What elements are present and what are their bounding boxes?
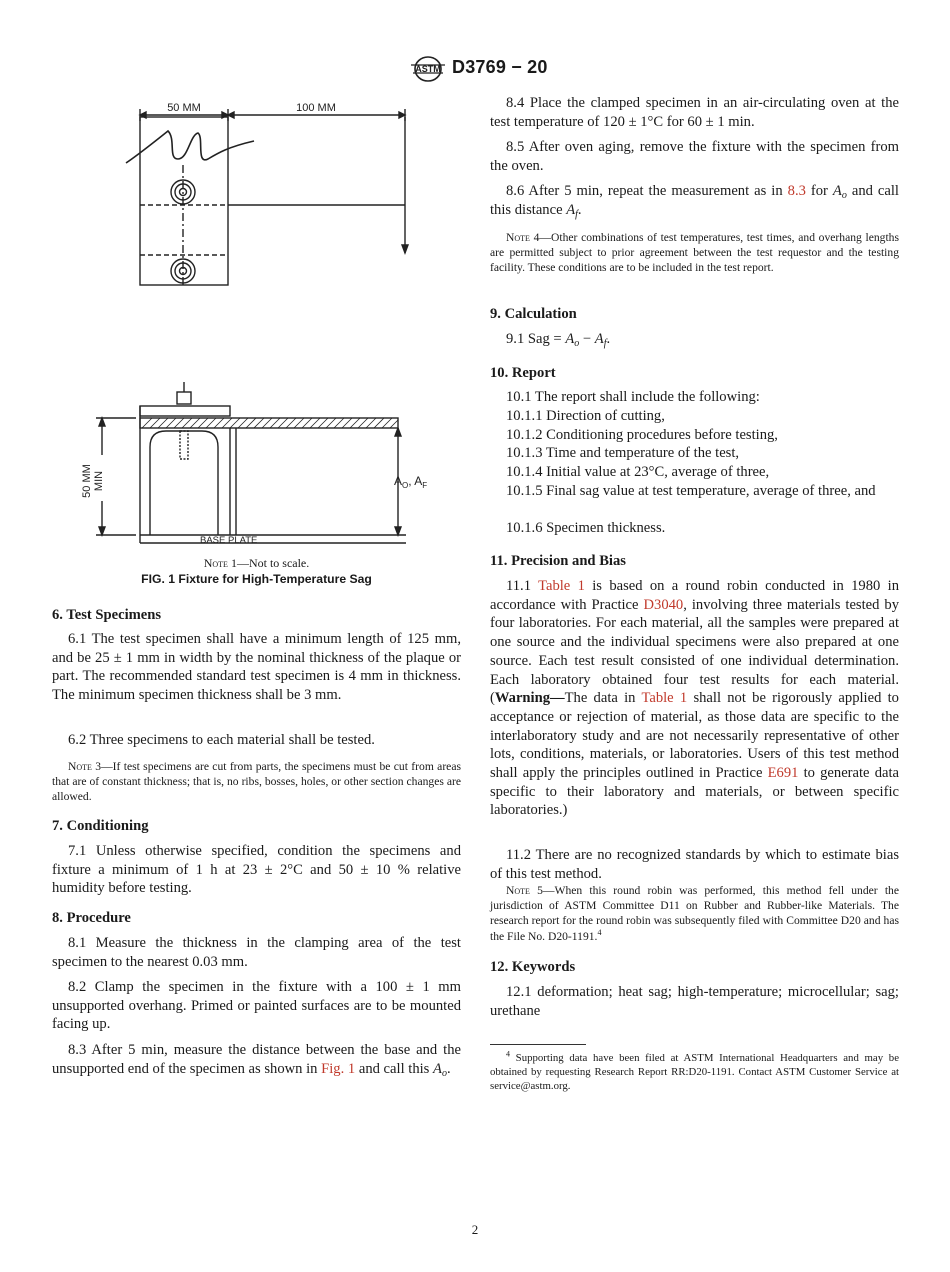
para-8-3: 8.3 After 5 min, measure the distance between the base and the unsupported end of the specimen as shown in Fig. 1 and call this $A_o$. (52, 1042, 461, 1079)
para-8-4: 8.4 Place the clamped specimen in an air-circulating oven at the test temperature of 120 ± 1°C for 60 ± 1 min. (490, 95, 899, 130)
dim-vertical-label-1: 50 MM (81, 464, 93, 498)
table-1-link[interactable]: Table 1 (538, 578, 585, 594)
fig-1-link[interactable]: Fig. 1 (321, 1060, 356, 1077)
para-12-1: 12.1 deformation; heat sag; high-temperature; microcellular; sag; urethane (490, 984, 899, 1019)
para-8-2: 8.2 Clamp the specimen in the fixture with a 100 ± 1 mm unsupported overhang. Primed or painted surfaces are to be mounted facing up. (52, 979, 461, 1033)
para-9-1: 9.1 Sag = $A_o - A_f$. (506, 331, 611, 349)
figure-caption: FIG. 1 Fixture for High-Temperature Sag (141, 572, 372, 586)
section-8-heading: 8. Procedure (52, 910, 131, 926)
ao-af-label: $A_O$, $A_F$ (394, 474, 428, 490)
e691-link[interactable]: E691 (767, 765, 799, 782)
astm-logo-icon (408, 56, 448, 82)
section-11-heading: 11. Precision and Bias (490, 553, 626, 569)
figure-note: Note 1—Not to scale. (203, 556, 310, 570)
section-8-3-link[interactable]: 8.3 (787, 183, 806, 199)
base-plate-label: BASE PLATE (200, 535, 258, 546)
para-10-1-6: 10.1.6 Specimen thickness. (506, 520, 666, 536)
dim-50mm-label: 50 MM (167, 102, 201, 114)
figure-1-drawing (78, 95, 438, 555)
para-8-5: 8.5 After oven aging, remove the fixture with the specimen from the oven. (490, 139, 899, 174)
page-header (0, 56, 950, 84)
para-6-2: 6.2 Three specimens to each material shall be tested. (68, 732, 375, 748)
note-4: Note 4—Other combinations of test temperatures, test times, and overhang lengths are permitted subject to prior agreement between the test requestor and the testing facility. These conditions are to be included in the test report. (490, 231, 899, 275)
section-7-heading: 7. Conditioning (52, 818, 149, 834)
section-9-heading: 9. Calculation (490, 306, 577, 322)
para-10-1-1: 10.1.1 Direction of cutting, (506, 408, 665, 424)
para-10-1-2: 10.1.2 Conditioning procedures before testing, (506, 427, 778, 443)
page-number: 2 (471, 1222, 479, 1237)
footnote-rule (490, 1044, 586, 1045)
para-8-1: 8.1 Measure the thickness in the clamping area of the test specimen to the nearest 0.03 mm. (52, 935, 461, 970)
para-11-2: 11.2 There are no recognized standards by which to estimate bias of this test method. (490, 847, 899, 882)
note-5: Note 5—When this round robin was performed, this method fell under the jurisdiction of ASTM Committee D11 on Rubber and Rubber-like Materials. The research report for the round robin was subsequently filed with Committee D20 and has the File No. D20-1191.$^4$ (490, 884, 899, 943)
para-10-1: 10.1 The report shall include the following: (506, 389, 760, 405)
svg-text:ASTM: ASTM (415, 64, 441, 74)
note-3: Note 3—If test specimens are cut from parts, the specimens must be cut from areas that are of constant thickness; that is, no ribs, bosses, holes, or other section changes are allowed. (52, 760, 461, 804)
section-12-heading: 12. Keywords (490, 959, 576, 975)
section-6-heading: 6. Test Specimens (52, 607, 162, 623)
para-8-6: 8.6 After 5 min, repeat the measurement as in 8.3 for $A_o$ and call this distance $A_f$. (490, 183, 899, 220)
para-10-1-4: 10.1.4 Initial value at 23°C, average of three, (506, 464, 770, 480)
para-11-1: 11.1 Table 1 is based on a round robin conducted in 1980 in accordance with Practice D3040, involving three materials tested by four laboratories. For each material, all the samples were prepared at one source and the individual specimens were also prepared at one source. Each test result consisted of one individual determination. Each laboratory obtained four test results for each material. (Warning—The data in Table 1 shall not be rigorously applied to acceptance or rejection of material, as those data are specific to the interlaboratory study and are not necessarily representative of other lots, conditions, materials, or laboratories. Users of this test method shall apply the principles outlined in Practice E691 to generate data specific to their laboratory and materials, or between specific laboratories.) (490, 578, 900, 819)
para-6-1: 6.1 The test specimen shall have a minimum length of 125 mm, and be 25 ± 1 mm in width by the nominal thickness of the plaque or part. The recommended standard test specimen is 4 mm in thickness. The minimum specimen thickness shall be 3 mm. (52, 631, 461, 704)
document-id: D3769 − 20 (452, 57, 548, 77)
table-1-link-2[interactable]: Table 1 (641, 690, 688, 707)
para-10-1-3: 10.1.3 Time and temperature of the test, (506, 445, 740, 461)
dim-vertical-label-2: MIN (93, 470, 105, 492)
para-7-1: 7.1 Unless otherwise specified, condition the specimens and fixture a minimum of 1 h at 23 ± 2°C and 50 ± 10 % relative humidity before testing. (52, 843, 461, 897)
footnote-4: $^4$ Supporting data have been filed at ASTM International Headquarters and may be obtained by requesting Research Report RR:D20-1191. Contact ASTM Customer Service at service@astm.org. (490, 1049, 899, 1093)
section-10-heading: 10. Report (490, 365, 556, 381)
para-10-1-5: 10.1.5 Final sag value at test temperature, average of three, and (506, 483, 876, 499)
dim-100mm-label: 100 MM (296, 102, 336, 114)
d3040-link[interactable]: D3040 (643, 596, 684, 613)
